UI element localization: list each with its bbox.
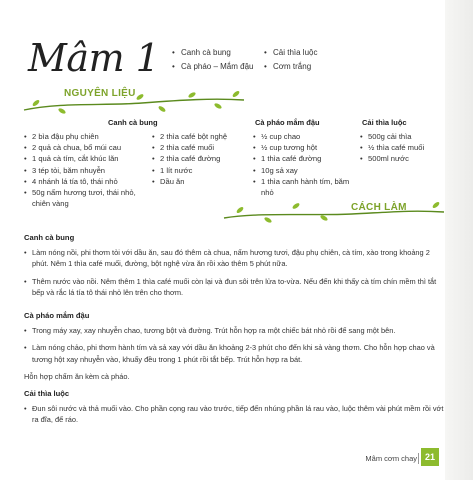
- ingredient-item: • 1 thìa café đường: [253, 153, 353, 164]
- page-edge: [445, 0, 473, 480]
- page-title: Mâm 1: [28, 36, 160, 80]
- ingredient-item: • 1 thìa canh hành tím, băm nhỏ: [253, 176, 353, 198]
- dish-item: • Cà pháo – Mắm đậu: [172, 60, 254, 74]
- method-group-title: Canh cà bung: [24, 233, 75, 242]
- method-group-title: Cà pháo mắm đậu: [24, 311, 90, 321]
- ingredient-item: • 1 lít nước: [152, 165, 247, 176]
- ingredient-item: • 2 bìa đậu phụ chiên: [24, 131, 149, 142]
- method-step: • Trong máy xay, xay nhuyễn chao, tương bột và đường. Trút hỗn hợp ra một chiếc bát nhỏ rồi để sang một bên.: [24, 325, 444, 336]
- ingredient-item: • 50g nấm hương tươi, thái nhỏ, chiên vàng: [24, 187, 149, 209]
- ingredient-item: • 2 thìa café đường: [152, 153, 247, 164]
- ingredient-list: [24, 131, 149, 209]
- ingredient-item: • 3 tép tỏi, băm nhuyễn: [24, 165, 149, 176]
- method-group-title: Cải thìa luộc: [24, 389, 70, 399]
- ingredients-heading: NGUYÊN LIỆU: [64, 88, 136, 99]
- ingredient-list: [360, 131, 442, 165]
- ingredient-list: [152, 131, 247, 187]
- ingredient-item: • 2 thìa café bột nghệ: [152, 131, 247, 142]
- ingredient-item: • 500g cải thìa: [360, 131, 442, 142]
- ingredient-item: • 2 thìa café muối: [152, 142, 247, 153]
- footer-divider: [418, 453, 419, 464]
- menu-dishes-col1: [172, 46, 254, 74]
- method-step: • Làm nóng nồi, phi thơm tỏi với dầu ăn, sau đó thêm cà chua, nấm hương tươi, đậu phụ chiên, cà tím, xào trong khoảng 2 phút. Nêm 1 thìa café muối, đường, bột nghệ vừa ăn rồi xào thêm 5 phút nữa.: [24, 247, 444, 269]
- method-heading: CÁCH LÀM: [351, 202, 407, 213]
- ingredient-item: • 10g sả xay: [253, 165, 353, 176]
- dish-item: • Cơm trắng: [264, 60, 317, 74]
- ingredient-group-title: Cải thìa luộc: [362, 118, 407, 127]
- ingredient-item: • ½ cup tương hột: [253, 142, 353, 153]
- book-title: Mâm cơm chay: [365, 454, 417, 463]
- ingredient-group-title: Canh cà bung: [108, 118, 158, 127]
- ingredient-item: • 4 nhánh lá tía tô, thái nhỏ: [24, 176, 149, 187]
- ingredient-item: • Dầu ăn: [152, 176, 247, 187]
- page-number: 21: [421, 448, 439, 466]
- method-note: Hỗn hợp chấm ăn kèm cà pháo.: [24, 371, 130, 381]
- method-body: [24, 232, 444, 432]
- ingredient-item: • 1 quả cà tím, cắt khúc lăn: [24, 153, 149, 164]
- ingredient-item: • 500ml nước: [360, 153, 442, 164]
- method-step: • Thêm nước vào nồi. Nêm thêm 1 thìa café muối còn lại và đun sôi trên lửa to-vừa. Nếu đến khi thấy cà tím chín mềm thì tắt bếp và rắc lá tía tô thái nhỏ lên trên cho thơm.: [24, 276, 444, 298]
- dish-item: • Canh cà bung: [172, 46, 254, 60]
- ingredient-list: [253, 131, 353, 198]
- dish-item: • Cải thìa luộc: [264, 46, 317, 60]
- ingredient-item: • ½ cup chao: [253, 131, 353, 142]
- method-step: • Làm nóng chảo, phi thơm hành tím và sả xay với dầu ăn khoảng 2-3 phút cho đến khi sả vàng thơm. Cho hỗn hợp chao và tương hột xay nhuyễn vào, khuấy đều trong 1 phút rồi tắt bếp. Trút hỗn hợp ra bát.: [24, 342, 444, 364]
- menu-dishes-col2: [264, 46, 317, 74]
- method-step: • Đun sôi nước và thả muối vào. Cho phần cọng rau vào trước, tiếp đến nhúng phần lá rau vào, luộc thêm vài phút mềm rồi vớt ra đĩa, để ráo.: [24, 403, 444, 425]
- ingredient-group-title: Cà pháo mắm đậu: [255, 118, 320, 127]
- ingredient-item: • ½ thìa café muối: [360, 142, 442, 153]
- ingredient-item: • 2 quả cà chua, bổ múi cau: [24, 142, 149, 153]
- vine-decoration-method: [222, 194, 446, 224]
